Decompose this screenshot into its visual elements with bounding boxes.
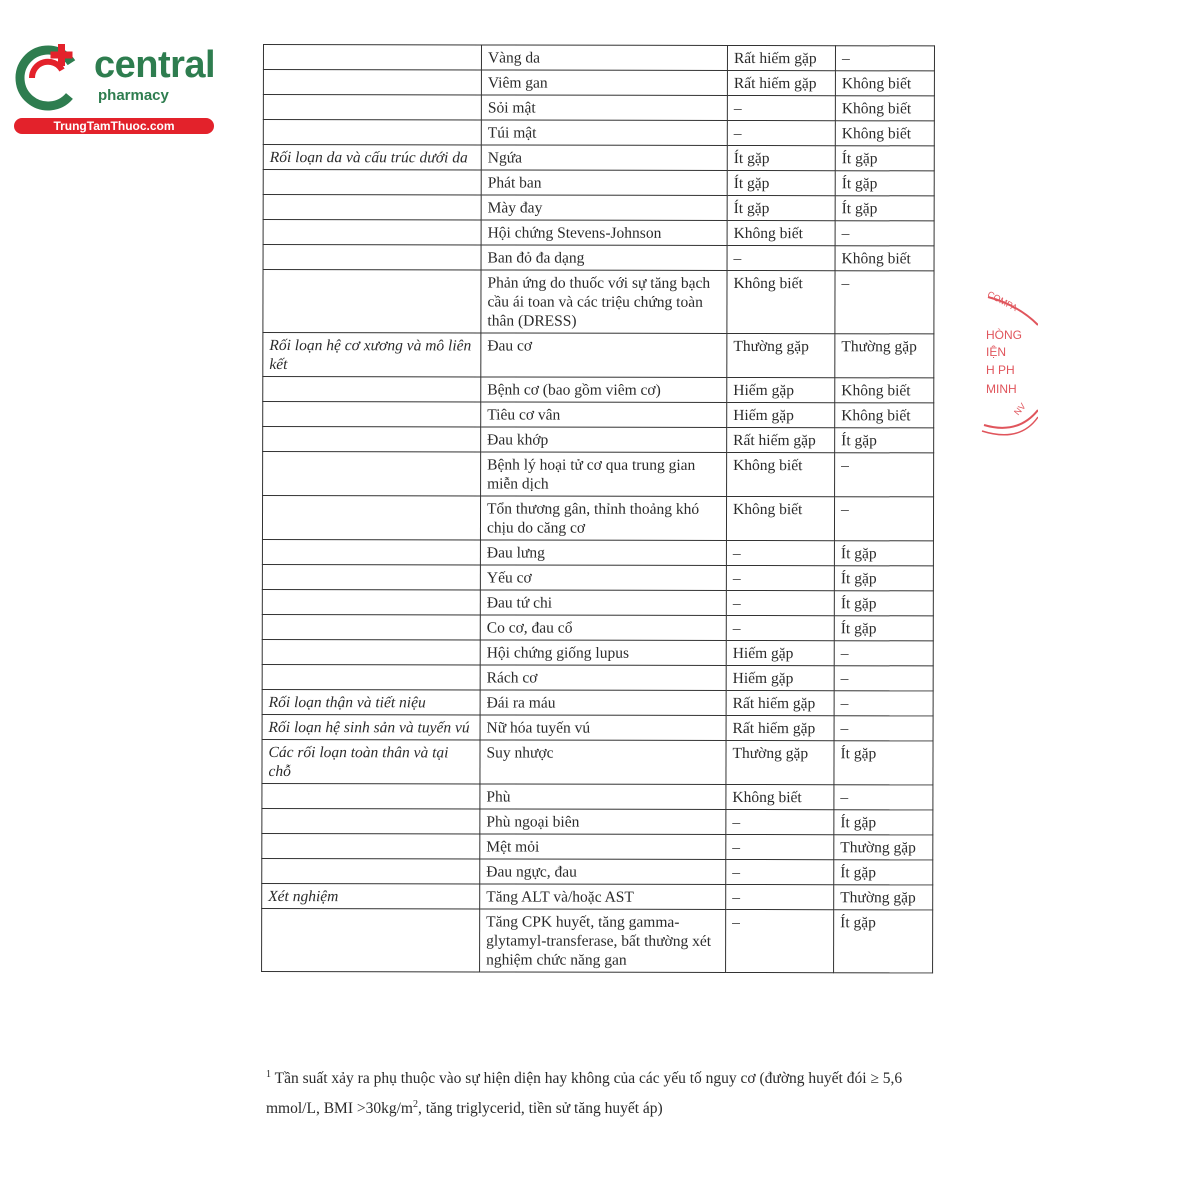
frequency-cell-1: Ít gặp	[727, 170, 835, 195]
frequency-cell-2: –	[835, 46, 934, 71]
table-row	[262, 908, 933, 972]
reaction-cell: Tăng ALT và/hoặc AST	[480, 884, 726, 910]
frequency-cell-2: –	[834, 785, 933, 810]
category-cell	[262, 783, 480, 808]
reaction-cell: Đau lưng	[480, 540, 726, 566]
stamp-text-line: MINH	[986, 382, 1017, 396]
stamp-text-line: COMPA	[985, 289, 1020, 314]
frequency-cell-2: –	[834, 641, 933, 666]
frequency-cell-1: Không biết	[727, 452, 835, 496]
table-row	[262, 614, 933, 640]
reaction-cell: Bệnh cơ (bao gồm viêm cơ)	[481, 377, 727, 403]
reaction-cell: Mệt mỏi	[480, 834, 726, 860]
table-row	[262, 589, 933, 615]
central-pharmacy-logo[interactable]	[10, 38, 215, 138]
category-cell	[262, 614, 480, 639]
reaction-cell: Tăng CPK huyết, tăng gamma-glytamyl-transferase, bất thường xét nghiệm chức năng gan	[480, 909, 726, 973]
frequency-cell-2: –	[835, 453, 934, 497]
frequency-cell-1: Rất hiếm gặp	[726, 715, 834, 740]
frequency-cell-2: Không biết	[835, 96, 934, 121]
footnote-text: Tần suất xảy ra phụ thuộc vào sự hiện diện hay không của các yếu tố nguy cơ (đường huyết đói ≥ 5,6 mmol/L, BMI >30kg/m	[266, 1070, 903, 1118]
category-cell	[263, 245, 481, 270]
logo-name: central	[94, 44, 216, 86]
reaction-cell: Đái ra máu	[480, 690, 726, 716]
footnote-marker: 1	[266, 1069, 271, 1080]
frequency-cell-1: Không biết	[727, 220, 835, 245]
reaction-cell: Tiêu cơ vân	[481, 402, 727, 428]
table-row	[263, 377, 934, 403]
frequency-cell-1: –	[727, 95, 835, 120]
reaction-cell: Suy nhược	[480, 740, 726, 785]
frequency-cell-1: –	[726, 540, 834, 565]
frequency-cell-1: Hiếm gặp	[726, 665, 834, 690]
table-row	[262, 783, 933, 809]
category-cell	[263, 270, 481, 333]
category-cell	[262, 833, 480, 858]
table-row	[262, 714, 933, 740]
frequency-cell-1: Hiếm gặp	[727, 402, 835, 427]
frequency-cell-2: Ít gặp	[834, 566, 933, 591]
reaction-cell: Co cơ, đau cổ	[480, 615, 726, 641]
reaction-cell: Mày đay	[481, 195, 727, 221]
frequency-cell-2: –	[834, 666, 933, 691]
frequency-cell-2: –	[835, 221, 934, 246]
table-row	[263, 245, 934, 271]
frequency-cell-1: Rất hiếm gặp	[727, 427, 835, 452]
frequency-cell-1: Thường gặp	[726, 740, 834, 784]
reaction-cell: Sỏi mật	[481, 95, 727, 121]
table-row	[262, 496, 933, 541]
category-cell: Xét nghiệm	[262, 883, 480, 908]
reaction-cell: Nữ hóa tuyến vú	[480, 715, 726, 741]
category-cell	[263, 402, 481, 427]
stamp-seal	[978, 285, 1038, 445]
table-row	[263, 220, 934, 246]
table-row	[262, 664, 933, 690]
table-row	[263, 45, 934, 71]
category-cell	[263, 120, 481, 145]
reaction-cell: Túi mật	[481, 120, 727, 146]
reaction-cell: Phù	[480, 784, 726, 810]
table-body	[262, 45, 935, 973]
category-cell: Rối loạn da và cấu trúc dưới da	[263, 145, 481, 170]
frequency-cell-1: Ít gặp	[727, 145, 835, 170]
stamp-text-line: HÒNG	[986, 328, 1022, 342]
frequency-cell-1: Thường gặp	[727, 333, 835, 377]
category-cell: Rối loạn hệ cơ xương và mô liên kết	[263, 333, 481, 377]
category-cell	[263, 70, 481, 95]
category-cell	[263, 95, 481, 120]
table-row	[262, 883, 933, 909]
category-cell: Rối loạn hệ sinh sản và tuyến vú	[262, 714, 480, 739]
frequency-cell-1: –	[726, 615, 834, 640]
frequency-cell-1: –	[726, 884, 834, 909]
frequency-cell-2: Ít gặp	[834, 616, 933, 641]
table-row	[263, 170, 934, 196]
frequency-cell-2: –	[834, 691, 933, 716]
category-cell	[262, 589, 480, 614]
frequency-cell-2: –	[834, 716, 933, 741]
table-row	[262, 808, 933, 834]
frequency-cell-2: Không biết	[835, 71, 934, 96]
frequency-cell-1: –	[726, 590, 834, 615]
frequency-cell-1: Hiếm gặp	[726, 640, 834, 665]
category-cell	[262, 908, 480, 971]
table-row	[263, 145, 934, 171]
category-cell	[262, 496, 480, 540]
reaction-cell: Ngứa	[481, 145, 727, 171]
reaction-cell: Hội chứng giống lupus	[480, 640, 726, 666]
frequency-cell-1: Rất hiếm gặp	[727, 45, 835, 70]
table-row	[263, 452, 934, 497]
category-cell	[263, 377, 481, 402]
frequency-cell-2: Ít gặp	[834, 541, 933, 566]
reaction-cell: Vàng da	[481, 45, 727, 71]
footnote	[266, 1062, 946, 1122]
reaction-cell: Ban đỏ đa dạng	[481, 245, 727, 271]
reaction-cell: Đau khớp	[481, 427, 727, 453]
frequency-cell-2: Không biết	[835, 378, 934, 403]
reaction-cell: Đau tứ chi	[480, 590, 726, 616]
logo-subtitle: pharmacy	[98, 87, 169, 104]
reaction-cell: Viêm gan	[481, 70, 727, 96]
frequency-cell-2: Ít gặp	[834, 741, 933, 785]
reaction-cell: Hội chứng Stevens-Johnson	[481, 220, 727, 246]
frequency-cell-2: –	[834, 497, 933, 541]
table-row	[263, 120, 934, 146]
frequency-cell-2: Thường gặp	[835, 334, 934, 378]
frequency-cell-1: –	[726, 859, 834, 884]
frequency-cell-2: Thường gặp	[834, 835, 933, 860]
adverse-reactions-document	[261, 44, 934, 973]
frequency-cell-2: Ít gặp	[835, 428, 934, 453]
category-cell	[263, 427, 481, 452]
frequency-cell-1: –	[726, 809, 834, 834]
table-row	[262, 689, 933, 715]
reaction-cell: Yếu cơ	[480, 565, 726, 591]
table-row	[263, 333, 934, 378]
table-row	[262, 858, 933, 884]
frequency-cell-1: Ít gặp	[727, 195, 835, 220]
table-row	[262, 833, 933, 859]
central-logo-icon	[10, 38, 90, 118]
frequency-cell-1: Rất hiếm gặp	[727, 70, 835, 95]
table-row	[262, 564, 933, 590]
category-cell	[263, 170, 481, 195]
frequency-cell-2: Không biết	[835, 121, 934, 146]
frequency-cell-1: –	[727, 245, 835, 270]
stamp-text-line: IỆN	[986, 345, 1007, 359]
table-row	[263, 95, 934, 121]
table-row	[263, 270, 934, 334]
table-row	[263, 427, 934, 453]
footnote-superscript: 2	[412, 1099, 418, 1111]
table-row	[262, 739, 933, 784]
adverse-reactions-table	[261, 44, 935, 973]
category-cell	[262, 858, 480, 883]
frequency-cell-2: Ít gặp	[835, 146, 934, 171]
frequency-cell-1: Rất hiếm gặp	[726, 690, 834, 715]
frequency-cell-2: Không biết	[835, 246, 934, 271]
stamp-text-line: H PH	[986, 363, 1015, 377]
table-row	[263, 402, 934, 428]
category-cell	[262, 639, 480, 664]
category-cell	[262, 564, 480, 589]
table-row	[262, 539, 933, 565]
frequency-cell-1: Không biết	[726, 496, 834, 540]
category-cell	[263, 45, 481, 70]
table-row	[263, 195, 934, 221]
frequency-cell-1: Không biết	[727, 270, 835, 333]
category-cell	[262, 664, 480, 689]
frequency-cell-2: Ít gặp	[835, 171, 934, 196]
reaction-cell: Phản ứng do thuốc với sự tăng bạch cầu ái toan và các triệu chứng toàn thân (DRESS)	[481, 270, 727, 334]
category-cell: Các rối loạn toàn thân và tại chỗ	[262, 739, 480, 783]
category-cell	[262, 539, 480, 564]
frequency-cell-2: –	[835, 271, 934, 334]
category-cell	[263, 452, 481, 496]
footnote-text-end: , tăng triglycerid, tiền sử tăng huyết áp)	[417, 1100, 663, 1118]
frequency-cell-2: Ít gặp	[834, 591, 933, 616]
frequency-cell-2: Thường gặp	[834, 885, 933, 910]
category-cell	[263, 220, 481, 245]
reaction-cell: Rách cơ	[480, 665, 726, 691]
frequency-cell-2: Ít gặp	[834, 860, 933, 885]
category-cell	[262, 808, 480, 833]
table-row	[262, 639, 933, 665]
stamp-text-line: NV	[1012, 401, 1028, 418]
reaction-cell: Tổn thương gân, thỉnh thoảng khó chịu do căng cơ	[480, 496, 726, 541]
table-row	[263, 70, 934, 96]
reaction-cell: Đau cơ	[481, 333, 727, 378]
frequency-cell-1: –	[726, 565, 834, 590]
frequency-cell-1: –	[727, 120, 835, 145]
reaction-cell: Bệnh lý hoại tử cơ qua trung gian miễn dịch	[481, 452, 727, 497]
frequency-cell-2: Ít gặp	[834, 810, 933, 835]
reaction-cell: Phù ngoại biên	[480, 809, 726, 835]
frequency-cell-2: Không biết	[835, 403, 934, 428]
category-cell: Rối loạn thận và tiết niệu	[262, 689, 480, 714]
frequency-cell-2: Ít gặp	[834, 910, 933, 973]
logo-url-badge[interactable]: TrungTamThuoc.com	[14, 118, 214, 134]
frequency-cell-1: Hiếm gặp	[727, 377, 835, 402]
frequency-cell-1: –	[726, 909, 834, 972]
frequency-cell-1: Không biết	[726, 784, 834, 809]
frequency-cell-2: Ít gặp	[835, 196, 934, 221]
reaction-cell: Đau ngực, đau	[480, 859, 726, 885]
reaction-cell: Phát ban	[481, 170, 727, 196]
frequency-cell-1: –	[726, 834, 834, 859]
category-cell	[263, 195, 481, 220]
